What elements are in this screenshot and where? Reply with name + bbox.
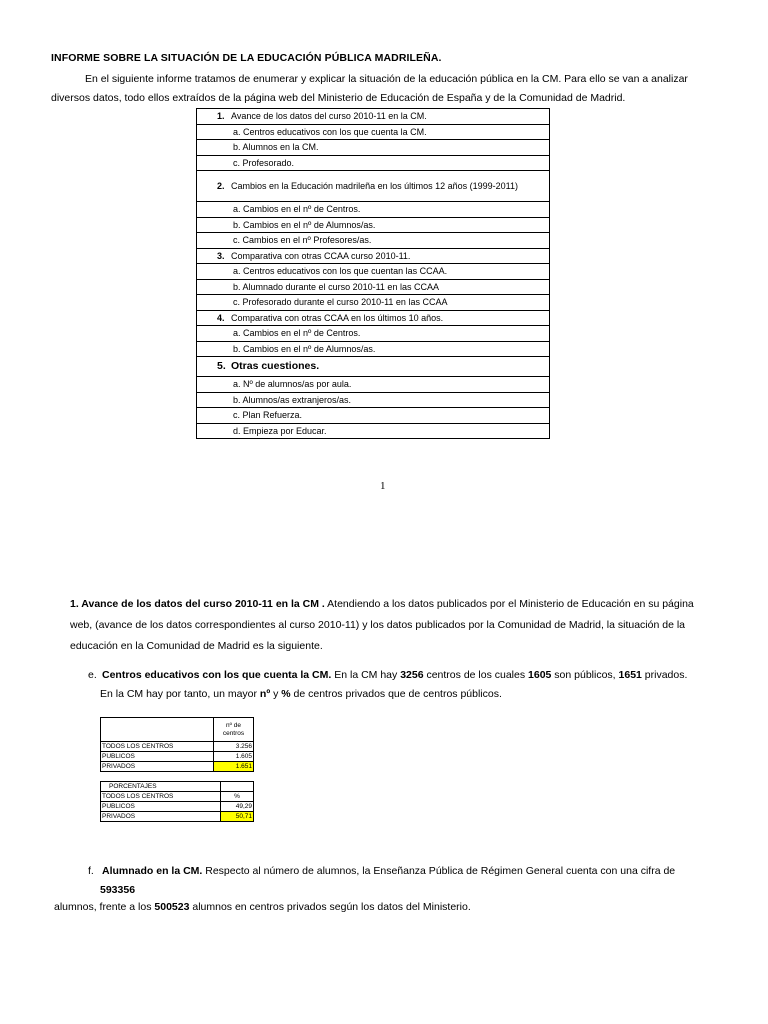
toc-row	[197, 392, 550, 408]
toc-subitem: a. Cambios en el nº de Centros.	[197, 326, 550, 342]
toc-subitem: b. Alumnos/as extranjeros/as.	[197, 392, 550, 408]
table-cell-highlighted: 1.651	[214, 762, 254, 772]
toc-row	[197, 279, 550, 295]
document-title: INFORME SOBRE LA SITUACIÓN DE LA EDUCACIÓN PÚBLICA MADRILEÑA.	[51, 52, 442, 64]
table-cell: 3.256	[214, 742, 254, 752]
section-1-paragraph	[70, 594, 716, 657]
item-text: alumnos en centros privados según los datos del Ministerio.	[189, 901, 471, 913]
toc-label: Avance de los datos del curso 2010-11 en la CM.	[231, 111, 427, 121]
item-f-heading: Alumnado en la CM.	[102, 865, 203, 877]
intro-paragraph	[51, 70, 719, 108]
toc-row	[197, 124, 550, 140]
item-number: 1605	[528, 669, 552, 681]
toc-label: Otras cuestiones.	[231, 360, 320, 373]
table-cell	[221, 782, 254, 792]
toc-subitem: a. Nº de alumnos/as por aula.	[197, 377, 550, 393]
item-label: e.	[88, 669, 97, 681]
page-number: 1	[380, 480, 386, 492]
table-row	[101, 742, 254, 752]
item-text: centros de los cuales	[423, 669, 529, 681]
porcentajes-table	[100, 781, 254, 822]
table-cell: TODOS LOS CENTROS	[101, 792, 221, 802]
toc-subitem: d. Empieza por Educar.	[197, 423, 550, 439]
table-cell	[101, 718, 214, 742]
item-number: 500523	[154, 901, 190, 913]
toc-subitem: a. Centros educativos con los que cuentan las CCAA.	[197, 264, 550, 280]
toc-subitem: c. Plan Refuerza.	[197, 408, 550, 424]
toc-row	[197, 408, 550, 424]
toc-row	[197, 233, 550, 249]
section-1-text: Atendiendo a los datos publicados por el Ministerio de Educación en su página web, (avance de los datos correspondientes al curso 2010-11) y los datos publicados por la Comunidad de Madrid, la situación de la educación en la Comunidad de Madrid es la siguiente.	[70, 598, 694, 652]
toc-subitem: a. Centros educativos con los que cuenta la CM.	[197, 124, 550, 140]
item-number: 3256	[400, 669, 424, 681]
toc-label: Cambios en la Educación madrileña en los últimos 12 años (1999-2011)	[231, 180, 518, 191]
toc-row	[197, 295, 550, 311]
item-text: de centros privados que de centros públicos.	[290, 688, 502, 700]
item-text: alumnos, frente a los	[54, 901, 155, 913]
item-number: 1651	[618, 669, 642, 681]
table-cell: PUBLICOS	[101, 752, 214, 762]
toc-number: 2.	[217, 180, 225, 191]
item-e	[88, 666, 718, 704]
toc-subitem: c. Profesorado durante el curso 2010-11 en las CCAA	[197, 295, 550, 311]
toc-subitem: b. Cambios en el nº de Alumnos/as.	[197, 341, 550, 357]
toc-row	[197, 217, 550, 233]
intro-line-1: En el siguiente informe tratamos de enumerar y explicar la situación de la educación pública en la CM. Para ello se van a analizar	[85, 73, 688, 85]
toc-row	[197, 264, 550, 280]
item-emphasis: nº	[259, 688, 271, 700]
table-header: PORCENTAJES	[101, 782, 221, 792]
item-emphasis: %	[281, 688, 291, 700]
table-cell: PUBLICOS	[101, 802, 221, 812]
table-header-row	[101, 718, 254, 742]
toc-row	[197, 202, 550, 218]
toc-row	[197, 171, 550, 202]
item-f	[88, 862, 718, 900]
item-label: f.	[88, 865, 94, 877]
toc-number: 5.	[217, 360, 226, 373]
item-text: En la CM hay	[331, 669, 401, 681]
toc-row	[197, 377, 550, 393]
table-row	[101, 802, 254, 812]
toc-row	[197, 155, 550, 171]
item-text: En la CM hay por tanto, un mayor	[100, 688, 260, 700]
toc-label: Comparativa con otras CCAA en los últimos 10 años.	[231, 312, 444, 323]
toc-row	[197, 109, 550, 125]
item-f-continuation	[54, 901, 471, 913]
table-row	[101, 792, 254, 802]
table-row	[101, 752, 254, 762]
toc-number: 1.	[217, 111, 225, 121]
toc-row	[197, 310, 550, 326]
toc-row	[197, 248, 550, 264]
table-row	[101, 812, 254, 822]
item-text: privados.	[641, 669, 688, 681]
toc-subitem: a. Cambios en el nº de Centros.	[197, 202, 550, 218]
table-header-row	[101, 782, 254, 792]
table-header: nº de centros	[214, 718, 254, 742]
item-number: 593356	[100, 884, 136, 896]
toc-subitem: b. Alumnado durante el curso 2010-11 en las CCAA	[197, 279, 550, 295]
item-text: Respecto al número de alumnos, la Enseñanza Pública de Régimen General cuenta con una cifra de	[202, 865, 676, 877]
table-cell: PRIVADOS	[101, 812, 221, 822]
item-e-heading: Centros educativos con los que cuenta la CM.	[102, 669, 332, 681]
toc-subitem: b. Alumnos en la CM.	[197, 140, 550, 156]
item-text: y	[270, 688, 282, 700]
table-cell: 49,29	[221, 802, 254, 812]
toc-row	[197, 326, 550, 342]
toc-subitem: b. Cambios en el nº de Alumnos/as.	[197, 217, 550, 233]
toc-label: Comparativa con otras CCAA curso 2010-11.	[231, 250, 411, 261]
table-cell-highlighted: 50,71	[221, 812, 254, 822]
item-text: son públicos,	[551, 669, 619, 681]
table-row	[101, 762, 254, 772]
toc-subitem: c. Profesorado.	[197, 155, 550, 171]
intro-line-2: diversos datos, todo ellos extraídos de la página web del Ministerio de Educación de España y de la Comunidad de Madrid.	[51, 92, 626, 104]
toc-row	[197, 357, 550, 377]
toc-row	[197, 140, 550, 156]
table-cell: PRIVADOS	[101, 762, 214, 772]
table-cell: TODOS LOS CENTROS	[101, 742, 214, 752]
table-of-contents	[196, 108, 550, 439]
toc-subitem: c. Cambios en el nº Profesores/as.	[197, 233, 550, 249]
table-cell: %	[221, 792, 254, 802]
toc-row	[197, 423, 550, 439]
toc-number: 3.	[217, 250, 225, 261]
centros-table	[100, 717, 254, 772]
toc-number: 4.	[217, 312, 225, 323]
section-1-heading: 1. Avance de los datos del curso 2010-11 en la CM .	[70, 598, 325, 610]
toc-row	[197, 341, 550, 357]
table-cell: 1.605	[214, 752, 254, 762]
